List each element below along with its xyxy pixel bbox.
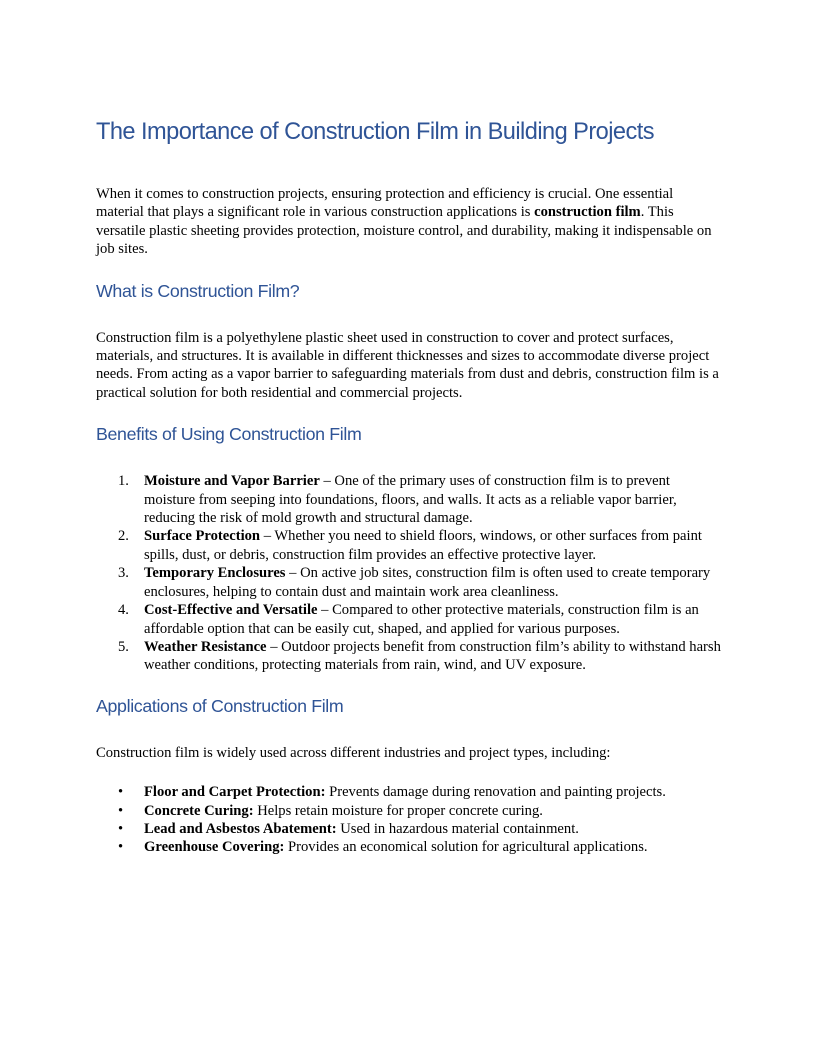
benefit-number: 2. [118, 528, 129, 545]
benefits-list [96, 472, 722, 674]
application-term: Concrete Curing: [144, 802, 254, 819]
section-heading-applications: Applications of Construction Film [96, 695, 344, 716]
bullet-icon: • [118, 820, 124, 837]
application-text: Provides an economical solution for agricultural applications. [284, 839, 648, 856]
intro-text-before: When it comes to construction projects, ensuring protection and efficiency is crucial. One essential material that plays a significant role in various construction applications is [96, 186, 674, 221]
what-paragraph: Construction film is a polyethylene plastic sheet used in construction to cover and protect surfaces, materials, and structures. It is available in different thicknesses and sizes to accommodate diverse project needs. From acting as a vapor barrier to safeguarding materials from dust and debris, construction film is a practical solution for both residential and commercial projects. [96, 329, 719, 401]
application-term: Lead and Asbestos Abatement: [144, 820, 337, 837]
benefit-text: – Whether you need to shield floors, windows, or other surfaces from paint spills, dust, or debris, construction film provides an effective protective layer. [144, 528, 702, 563]
benefit-text: – On active job sites, construction film is often used to create temporary enclosures, helping to contain dust and maintain work area cleanliness. [144, 565, 711, 600]
application-text: Helps retain moisture for proper concrete curing. [253, 802, 543, 819]
application-text: Used in hazardous material containment. [336, 820, 579, 837]
benefit-text: – Compared to other protective materials, construction film is an affordable option that can be easily cut, shaped, and applied for various purposes. [144, 602, 699, 637]
application-item [96, 820, 722, 838]
bullet-icon: • [118, 839, 124, 856]
bullet-icon: • [118, 784, 124, 801]
intro-paragraph [96, 185, 722, 259]
application-term: Floor and Carpet Protection: [144, 784, 326, 801]
benefit-number: 5. [118, 638, 129, 655]
application-term: Greenhouse Covering: [144, 839, 285, 856]
benefit-item [96, 472, 722, 527]
benefit-text: – One of the primary uses of construction film is to prevent moisture from seeping into foundations, floors, and walls. It acts as a reliable vapor barrier, reducing the risk of mold growth and structural damage. [144, 473, 677, 527]
intro-bold-term: construction film [534, 204, 641, 221]
benefit-term: Weather Resistance [144, 638, 267, 655]
benefit-term: Temporary Enclosures [144, 565, 286, 582]
benefit-item [96, 527, 722, 564]
benefit-term: Surface Protection [144, 528, 261, 545]
applications-list [96, 783, 722, 857]
benefit-term: Cost-Effective and Versatile [144, 602, 318, 619]
application-item [96, 783, 722, 801]
benefit-item [96, 601, 722, 638]
benefit-text: – Outdoor projects benefit from construction film’s ability to withstand harsh weather conditions, protecting materials from rain, wind, and UV exposure. [144, 638, 721, 674]
application-item [96, 802, 722, 820]
benefit-item [96, 564, 722, 601]
section-heading-benefits: Benefits of Using Construction Film [96, 424, 362, 445]
benefit-item [96, 638, 722, 675]
applications-paragraph: Construction film is widely used across different industries and project types, including: [96, 744, 611, 761]
application-text: Prevents damage during renovation and painting projects. [325, 784, 666, 801]
benefit-number: 1. [118, 473, 129, 490]
document-body [96, 118, 722, 877]
benefit-number: 3. [118, 565, 129, 582]
section-heading-what: What is Construction Film? [96, 280, 300, 301]
page-title: The Importance of Construction Film in Building Projects [96, 119, 654, 145]
intro-text-after: . This versatile plastic sheeting provides protection, moisture control, and durability, making it indispensable on job sites. [96, 204, 712, 258]
benefit-number: 4. [118, 602, 129, 619]
application-item [96, 838, 722, 856]
bullet-icon: • [118, 802, 124, 819]
benefit-term: Moisture and Vapor Barrier [144, 473, 320, 490]
